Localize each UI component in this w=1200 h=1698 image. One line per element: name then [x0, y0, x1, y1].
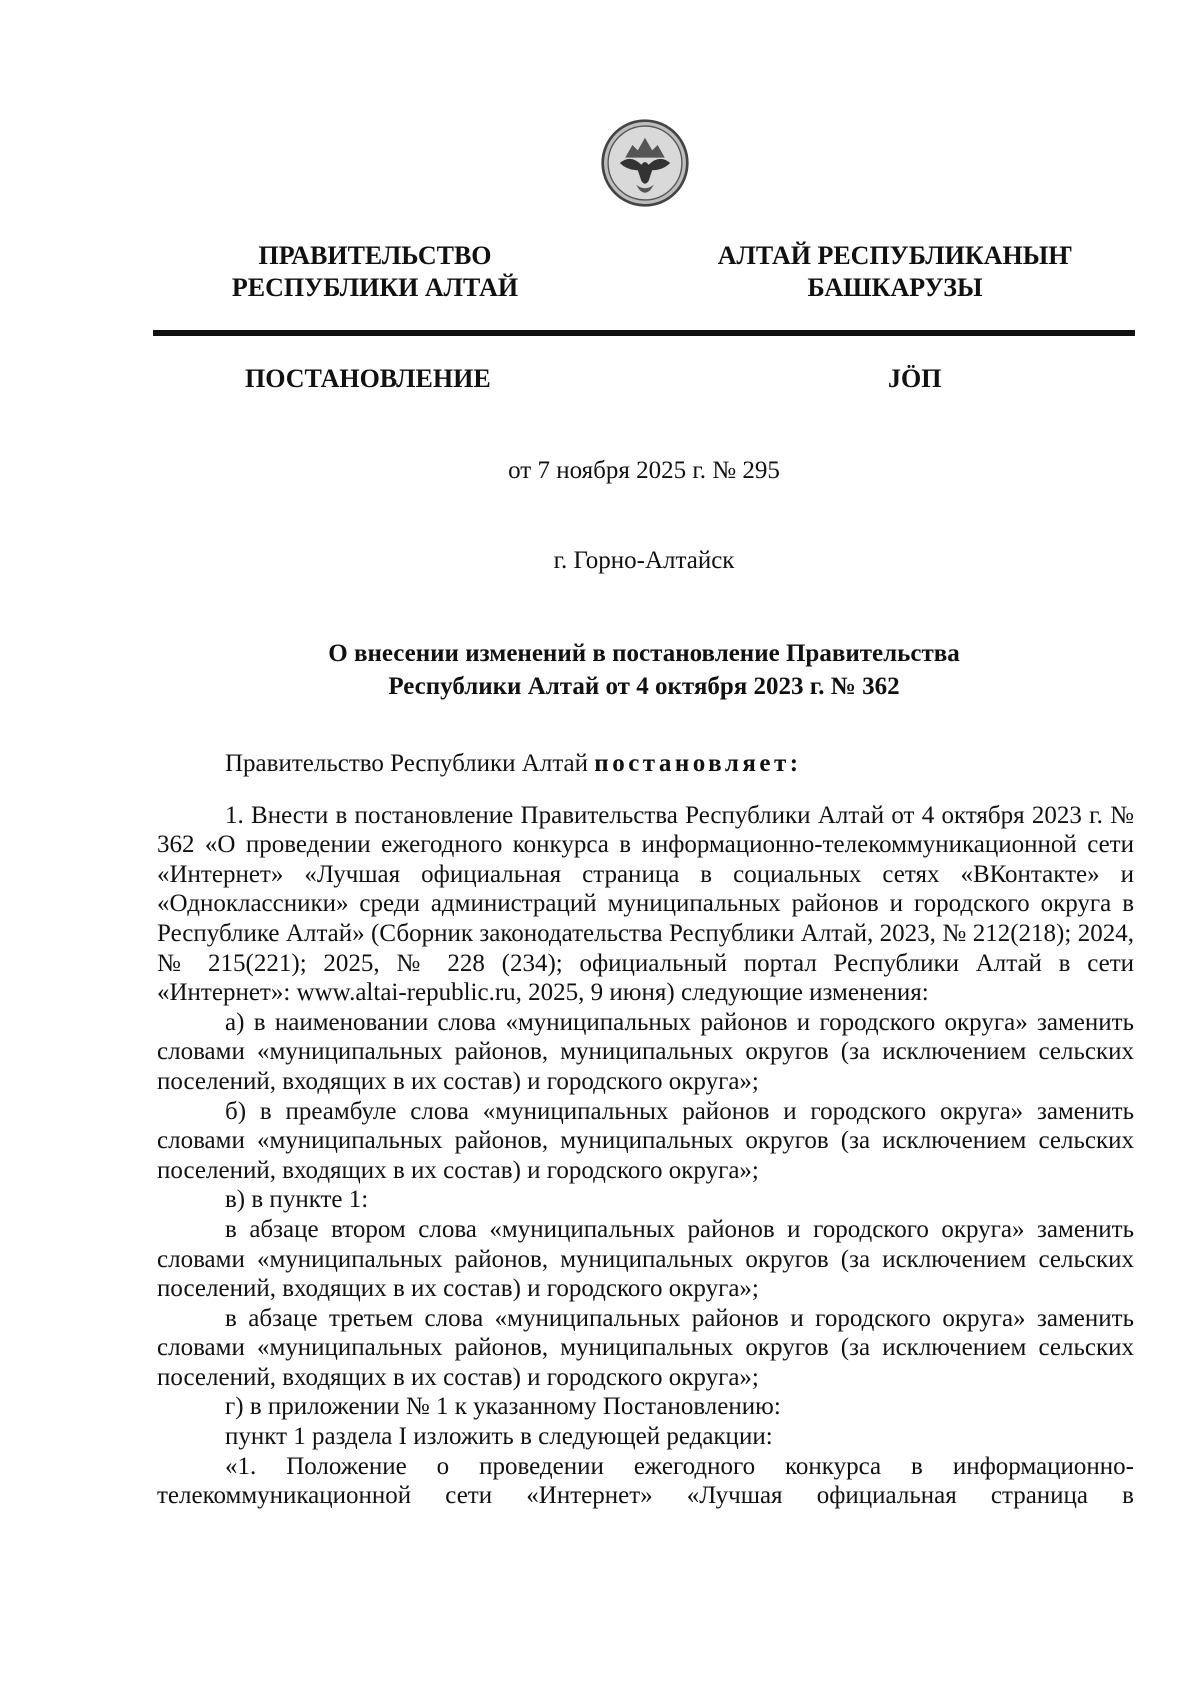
doc-type-ru: ПОСТАНОВЛЕНИЕ [245, 364, 491, 393]
paragraph-v-abzac-2: в абзаце втором слова «муниципальных районов и городского округа» заменить словами «муниципальных районов, муниципальных округов (за исключением сельских поселений, входящих в их состав) и городского округа»; [157, 1215, 1134, 1303]
document-date-number: от 7 ноября 2025 г. № 295 [508, 457, 780, 484]
preamble-keyword: постановляет: [594, 750, 802, 777]
title-line-2: Республики Алтай от 4 октября 2023 г. № 362 [388, 673, 900, 700]
paragraph-v-abzac-3: в абзаце третьем слова «муниципальных районов и городского округа» заменить словами «муниципальных районов, муниципальных округов (за исключением сельских поселений, входящих в их состав) и городского округа»; [157, 1304, 1134, 1391]
header-divider [153, 330, 1135, 336]
document-body [157, 749, 1134, 1511]
header-left-line-1: ПРАВИТЕЛЬСТВО [258, 241, 492, 270]
paragraph-g-point-1: пункт 1 раздела I изложить в следующей редакции: [225, 1423, 773, 1451]
paragraph-g: г) в приложении № 1 к указанному Постановлению: [225, 1393, 781, 1421]
doc-type-alt: JӦП [888, 364, 942, 393]
preamble [157, 749, 1134, 779]
paragraph-a: а) в наименовании слова «муниципальных районов и городского округа» заменить словами «муниципальных районов, муниципальных округов (за исключением сельских поселений, входящих в их состав) и городского округа»; [157, 1008, 1134, 1095]
preamble-text: Правительство Республики Алтай [225, 750, 595, 777]
header-right-line-1: АЛТАЙ РЕСПУБЛИКАНЫҤ [717, 241, 1073, 270]
paragraph-quote-start: «1. Положение о проведении ежегодного конкурса в информационно-телекоммуникационной сети «Интернет» «Лучшая официальная страница в [157, 1452, 1134, 1510]
paragraph-b: б) в преамбуле слова «муниципальных районов и городского округа» заменить словами «муниципальных районов, муниципальных округов (за исключением сельских поселений, входящих в их состав) и городского округа»; [157, 1097, 1134, 1184]
title-line-1: О внесении изменений в постановление Правительства [328, 640, 960, 667]
document-city: г. Горно-Алтайск [553, 547, 735, 574]
paragraph-1: 1. Внести в постановление Правительства Республики Алтай от 4 октября 2023 г. № 362 «О проведении ежегодного конкурса в информационно-телекоммуникационной сети «Интернет» «Лучшая официальная страница в социальных сетях «ВКонтакте» и «Одноклассники» среди администраций муниципальных районов и городского округа в Республике Алтай» (Сборник законодательства Республики Алтай, 2023, № 212(218); 2024, № 215(221); 2025, № 228 (234); официальный портал Республики Алтай в сети «Интернет»: www.altai-republic.ru, 2025, 9 июня) следующие изменения: [157, 801, 1134, 1007]
coat-of-arms-emblem [600, 118, 690, 208]
document-title [153, 637, 1135, 703]
header-government-alt [705, 240, 1085, 304]
paragraph-v: в) в пункте 1: [225, 1186, 369, 1214]
header-right-line-2: БАШКАРУЗЫ [807, 273, 983, 302]
header-left-line-2: РЕСПУБЛИКИ АЛТАЙ [231, 273, 519, 302]
header-government-ru [185, 240, 565, 304]
